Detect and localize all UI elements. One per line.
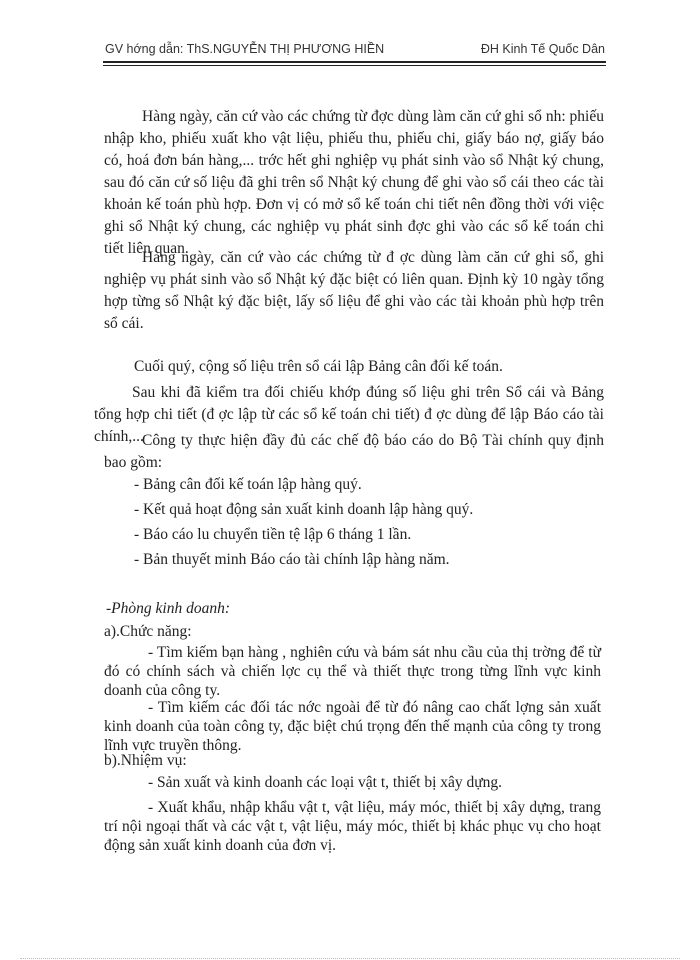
page-bottom-edge	[20, 958, 680, 959]
function-item: - Tìm kiếm bạn hàng , nghiên cứu và bám sát nhu cầu của thị trờng để từ đó có chính sách và chiến lợc cụ thể và thiết thực trong từng lĩnh vực kinh doanh của công ty.	[104, 644, 601, 699]
header-university: ĐH Kinh Tế Quốc Dân	[480, 42, 605, 56]
header-rule-thin	[103, 65, 606, 66]
paragraph-quarter-end: Cuối quý, cộng số liệu trên sổ cái lập Bảng cân đối kế toán.	[134, 358, 503, 375]
function-item: - Tìm kiếm các đối tác nớc ngoài để từ đó nâng cao chất lợng sản xuất kinh doanh của toàn công ty, đặc biệt chú trọng đến thế mạnh của công ty trong lĩnh vực truyền thông.	[104, 699, 601, 754]
functions-label: a).Chức năng:	[104, 623, 192, 640]
header-rule-thick	[103, 61, 606, 63]
list-item: - Báo cáo lu chuyển tiền tệ lập 6 tháng 1 lần.	[134, 526, 412, 543]
paragraph-special-journal: Hàng ngày, căn cứ vào các chứng từ đ ợc dùng làm căn cứ ghi sổ, ghi nghiệp vụ phát sinh vào sổ Nhật ký đặc biệt có liên quan. Định kỳ 10 ngày tổng hợp từng sổ Nhật ký đặc biệt, lấy số liệu để ghi vào các tài khoản phù hợp trên sổ cái.	[104, 249, 604, 332]
list-item: - Kết quả hoạt động sản xuất kinh doanh lập hàng quý.	[134, 501, 474, 518]
section-title: -Phòng kinh doanh:	[106, 600, 230, 617]
paragraph-reconciliation: Sau khi đã kiểm tra đối chiếu khớp đúng số liệu ghi trên Sổ cái và Bảng tổng hợp chi tiết (đ ợc lập từ các sổ kế toán chi tiết) đ ợc dùng để lập Báo cáo tài chính,...	[94, 384, 604, 445]
list-item: - Bảng cân đối kế toán lập hàng quý.	[134, 476, 362, 493]
paragraph-daily-journal: Hàng ngày, căn cứ vào các chứng từ đợc dùng làm căn cứ ghi sổ nh: phiếu nhập kho, phiếu xuất kho vật liệu, phiếu thu, phiếu chi, giấy báo nợ, giấy báo có, hoá đơn bán hàng,... trớc hết ghi nghiệp vụ phát sinh vào sổ Nhật ký chung, sau đó căn cứ số liệu đã ghi trên sổ Nhật ký chung để ghi vào sổ cái theo các tài khoản kế toán phù hợp. Đơn vị có mở sổ kế toán chi tiết nên đồng thời với việc ghi sổ Nhật ký chung, các nghiệp vụ phát sinh đợc ghi vào các sổ kế toán chi tiết liên quan.	[104, 108, 604, 257]
paragraph-reporting: Công ty thực hiện đầy đủ các chế độ báo cáo do Bộ Tài chính quy định bao gồm:	[104, 432, 604, 471]
duties-label: b).Nhiệm vụ:	[104, 752, 187, 769]
list-item: - Bản thuyết minh Báo cáo tài chính lập hàng năm.	[134, 551, 450, 568]
page-header	[105, 42, 605, 62]
duty-item: - Sản xuất và kinh doanh các loại vật t, thiết bị xây dựng.	[148, 774, 503, 791]
duty-item: - Xuất khẩu, nhập khẩu vật t, vật liệu, máy móc, thiết bị xây dựng, trang trí nội ngoại thất và các vật t, vật liệu, máy móc, thiết bị khác phục vụ cho hoạt động sản xuất kinh doanh của đơn vị.	[104, 799, 601, 854]
header-instructor: GV hớng dẫn: ThS.NGUYỄN THỊ PHƯƠNG HIỀN	[105, 42, 385, 56]
